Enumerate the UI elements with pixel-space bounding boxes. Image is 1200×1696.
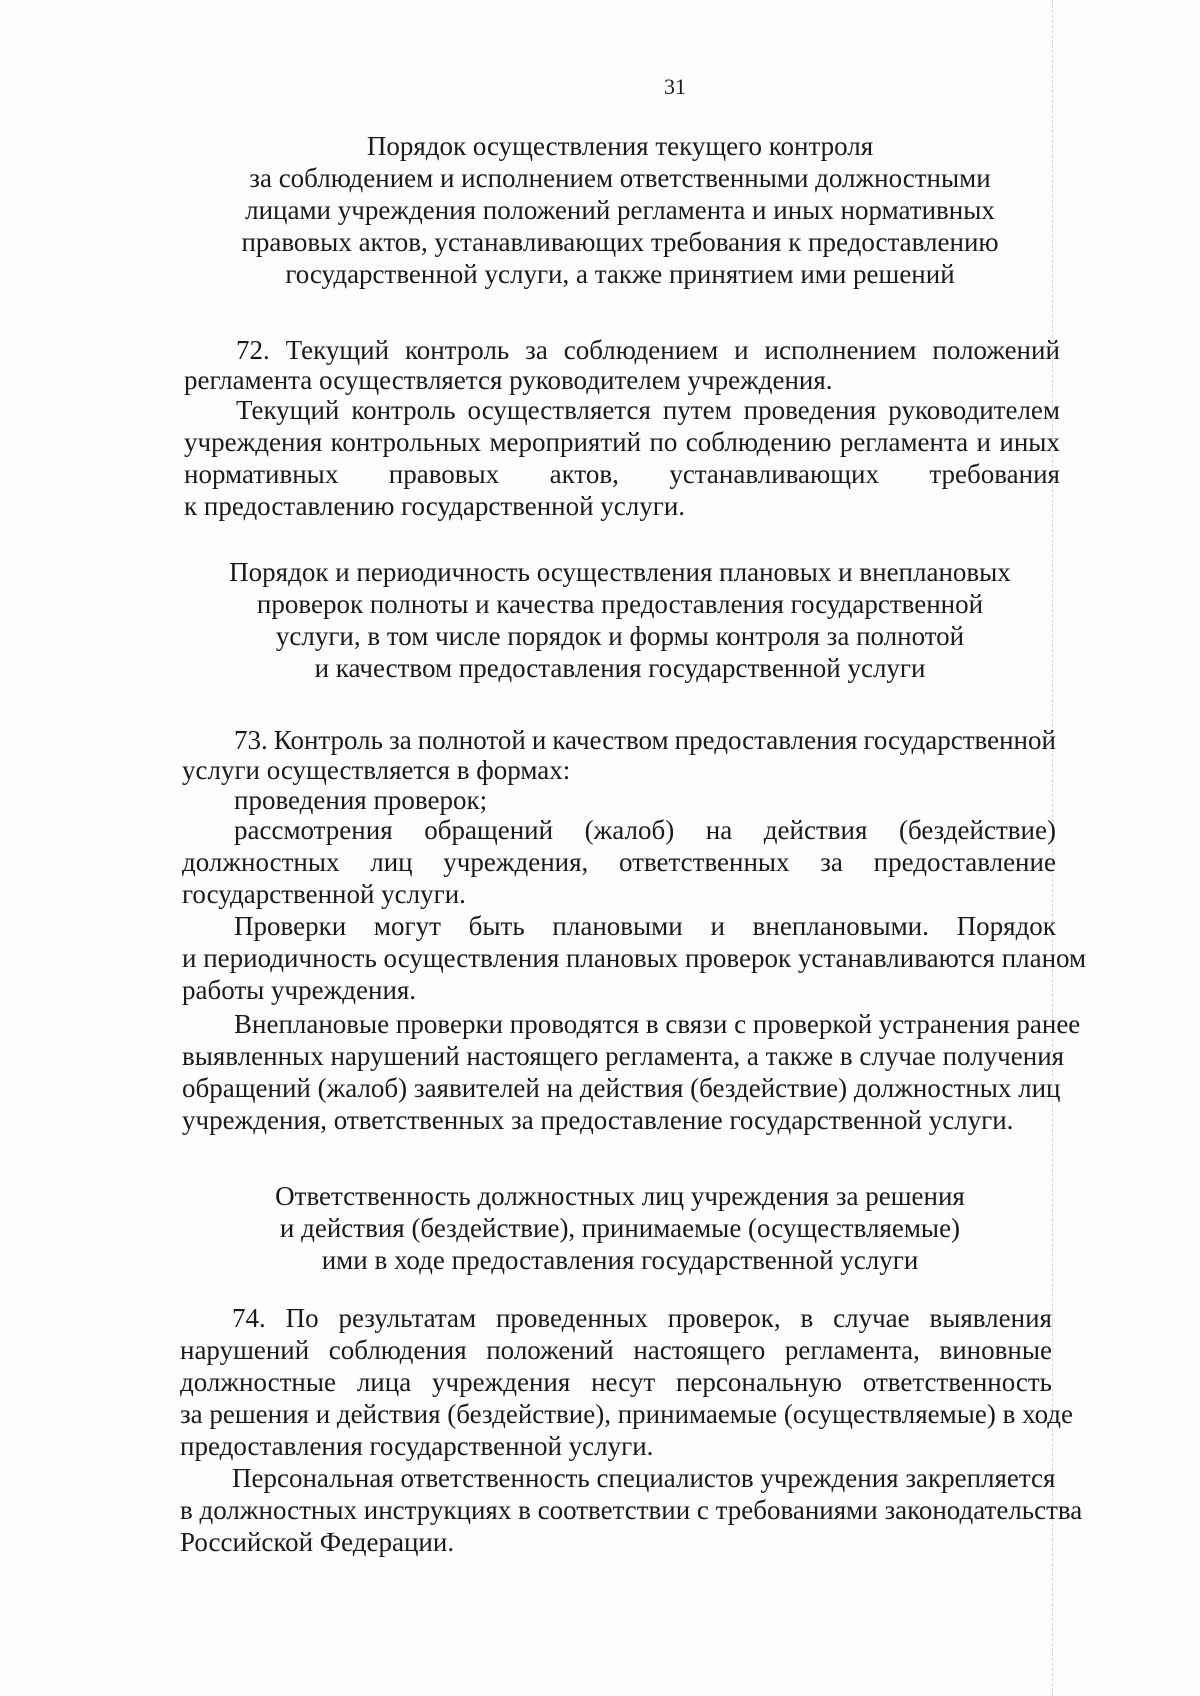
word: правовых (388, 459, 500, 489)
heading-line: проверок полноты и качества предоставления государственной (256, 589, 984, 619)
word: руководителем (888, 395, 1060, 425)
word: несут (591, 1367, 656, 1397)
word: внеплановыми. (752, 911, 929, 941)
paragraph-line: в должностных инструкциях в соответствии с требованиями законодательства (180, 1495, 1083, 1525)
word: полнотой (417, 725, 526, 755)
word: рассмотрения (234, 815, 393, 845)
word: (бездействие) (898, 815, 1056, 845)
paragraph-line (232, 1302, 1052, 1334)
heading-line: и действия (бездействие), принимаемые (осуществляемые) (279, 1213, 961, 1243)
paragraph-line: учреждения, ответственных за предоставление государственной услуги. (182, 1105, 1014, 1135)
heading-line: правовых актов, устанавливающих требования к предоставлению (241, 227, 999, 257)
paragraph-line (236, 394, 1060, 426)
word: лиц (370, 847, 413, 877)
word: 73. (234, 725, 268, 755)
word: и (531, 725, 547, 755)
paragraph-line: и периодичность осуществления плановых проверок устанавливаются планом (182, 943, 1087, 973)
word: проверок, (667, 1303, 781, 1333)
word: по (649, 427, 678, 457)
paragraph-line: Персональная ответственность специалистов учреждения закрепляется (232, 1463, 1056, 1493)
word: и (734, 335, 749, 365)
word: предоставление (873, 847, 1056, 877)
section-heading-periodicity (180, 556, 1060, 684)
heading-line: Ответственность должностных лиц учреждения за решения (275, 1181, 965, 1211)
heading-line: и качеством предоставления государственной услуги (314, 653, 926, 683)
word: положений (932, 335, 1060, 365)
word: По (285, 1303, 319, 1333)
word: и (710, 911, 725, 941)
word: соблюдению (685, 427, 832, 457)
word: должностные (180, 1367, 336, 1397)
paragraph-line: предоставления государственной услуги. (180, 1431, 654, 1461)
word: положений (486, 1335, 614, 1365)
paragraph-line: за решения и действия (бездействие), принимаемые (осуществляемые) в ходе (180, 1399, 1074, 1429)
word: качеством (552, 725, 669, 755)
word: мероприятий (489, 427, 642, 457)
word: проведенных (495, 1303, 648, 1333)
word: обращений (424, 815, 554, 845)
paragraph-line: Внеплановые проверки проводятся в связи с проверкой устранения ранее (234, 1009, 1081, 1039)
word: действия (763, 815, 868, 845)
word: учреждения (184, 427, 323, 457)
paragraph-line: Российской Федерации. (180, 1527, 455, 1557)
paragraph-line (180, 1366, 1052, 1398)
word: контроль (351, 395, 456, 425)
word: нарушений (180, 1335, 310, 1365)
word: могут (373, 911, 441, 941)
word: контроль (404, 335, 510, 365)
word: Контроль (273, 725, 383, 755)
paragraph-line: регламента осуществляется руководителем учреждения. (184, 365, 833, 395)
word: соблюдением (563, 335, 719, 365)
word: регламента, (784, 1335, 920, 1365)
heading-line: ими в ходе предоставления государственной услуги (321, 1245, 919, 1275)
word: государственной (863, 725, 1056, 755)
word: путем (662, 395, 732, 425)
word: на (705, 815, 733, 845)
heading-line: Порядок и периодичность осуществления плановых и внеплановых (229, 557, 1011, 587)
word: Проверки (234, 911, 347, 941)
word: виновные (939, 1335, 1052, 1365)
heading-line: Порядок осуществления текущего контроля (366, 131, 874, 161)
word: (жалоб) (584, 815, 675, 845)
section-heading-responsibility (180, 1180, 1060, 1276)
word: случае (833, 1303, 910, 1333)
word: устанавливающих (669, 459, 879, 489)
word: лица (356, 1367, 412, 1397)
word: настоящего (633, 1335, 766, 1365)
word: за (820, 847, 843, 877)
word: иных (999, 427, 1060, 457)
word: нормативных (184, 459, 339, 489)
word: проведения (743, 395, 877, 425)
word: предоставления (674, 725, 858, 755)
word: соблюдения (328, 1335, 467, 1365)
heading-line: услуги, в том числе порядок и формы контроля за полнотой (275, 621, 965, 651)
word: персональную (675, 1367, 842, 1397)
word: 74. (232, 1303, 266, 1333)
paragraph-line: выявленных нарушений настоящего регламента, а также в случае получения (182, 1041, 1065, 1071)
word: контрольных (330, 427, 482, 457)
paragraph-line (184, 458, 1060, 490)
paragraph-line: государственной услуги. (182, 879, 466, 909)
word: Текущий (285, 335, 390, 365)
paragraph-line (180, 1334, 1052, 1366)
paragraph-line: к предоставлению государственной услуги. (184, 491, 686, 521)
paragraph-line (182, 846, 1056, 878)
page-number: 31 (664, 74, 686, 99)
word: и (976, 427, 991, 457)
heading-line: за соблюдением и исполнением ответственными должностными (249, 163, 991, 193)
paragraph-line: проведения проверок; (234, 785, 488, 815)
word: Текущий (236, 395, 340, 425)
word: регламента (839, 427, 969, 457)
section-heading-current-control (180, 130, 1060, 290)
word: плановыми (552, 911, 683, 941)
paragraph-line: обращений (жалоб) заявителей на действия (бездействие) должностных лиц (182, 1073, 1061, 1103)
word: требования (929, 459, 1060, 489)
paragraph-line (234, 814, 1056, 846)
word: осуществляется (467, 395, 651, 425)
word: Порядок (956, 911, 1056, 941)
word: исполнением (764, 335, 917, 365)
word: учреждения, (443, 847, 589, 877)
word: быть (468, 911, 525, 941)
paragraph-line: работы учреждения. (182, 975, 417, 1005)
paragraph-line (234, 910, 1056, 942)
word: выявления (929, 1303, 1052, 1333)
word: актов, (549, 459, 619, 489)
word: должностных (182, 847, 340, 877)
heading-line: государственной услуги, а также принятием ими решений (285, 259, 955, 289)
paragraph-line (236, 334, 1060, 366)
paragraph-line (234, 724, 1056, 756)
word: ответственных (619, 847, 790, 877)
word: результатам (338, 1303, 477, 1333)
word: ответственность (862, 1367, 1052, 1397)
heading-line: лицами учреждения положений регламента и иных нормативных (245, 195, 995, 225)
word: учреждения (432, 1367, 571, 1397)
word: 72. (236, 335, 270, 365)
paragraph-line: услуги осуществляется в формах: (182, 755, 571, 785)
word: за (389, 725, 412, 755)
word: в (800, 1303, 814, 1333)
word: за (525, 335, 548, 365)
paragraph-line (184, 426, 1060, 458)
